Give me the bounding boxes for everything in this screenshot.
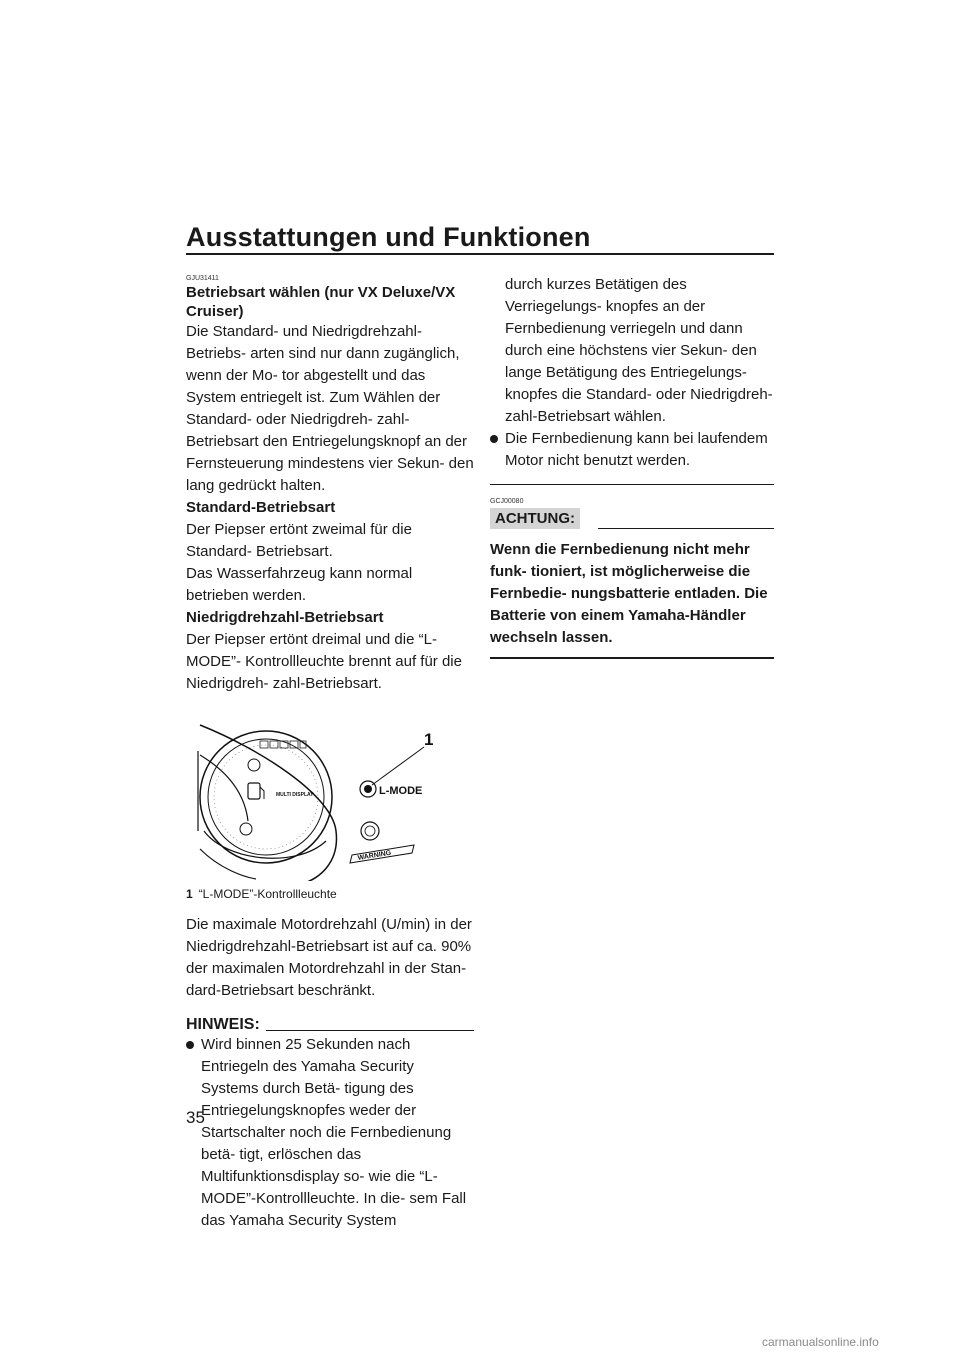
warning-light-icon (361, 822, 379, 840)
caution-text: Wenn die Fernbedienung nicht mehr funk- tioniert, ist möglicherweise die Fernbedie- nungsbatterie entladen. Die Batterie von einem Yamaha-Händler wechseln lassen. (490, 541, 768, 646)
left-column (186, 274, 474, 1232)
note-rule (266, 1030, 474, 1031)
section-code: GJU31411 (186, 275, 219, 282)
figure-caption (186, 887, 474, 902)
caution-rule (598, 528, 774, 529)
standard-mode-text-2: Das Wasserfahrzeug kann normal betrieben werden. (186, 565, 413, 604)
page-number: 35 (186, 1108, 205, 1127)
warning-label: WARNING (357, 849, 392, 862)
max-rpm-paragraph: Die maximale Motordrehzahl (U/min) in der Niedrigdrehzahl-Betriebsart ist auf ca. 90% der maximalen Motordrehzahl in der Stan- dard-Betriebsart beschränkt. (186, 916, 472, 999)
right-column (490, 274, 774, 659)
standard-mode-heading: Standard-Betriebsart (186, 499, 336, 516)
caption-text: “L-MODE”-Kontrollleuchte (198, 887, 337, 901)
title-rule (186, 253, 774, 255)
note-bullet-1-continuation: durch kurzes Betätigen des Verriegelungs- knopfes an der Fernbedienung verriegeln und dann durch eine höchstens vier Sekun- den lange Betätigung des Entriegelungs- knopfes die Standard- oder Niedrigdreh- zahl-Betriebsart wählen. (505, 276, 773, 425)
gauge-button-icon (240, 823, 252, 835)
note-end-rule (490, 484, 774, 485)
instrument-panel-illustration (186, 721, 474, 881)
page-title: Ausstattungen und Funktionen (186, 222, 591, 252)
section-heading: Betriebsart wählen (nur VX Deluxe/VX Cruiser) (186, 284, 456, 320)
note-bullet-2: Die Fernbedienung kann bei laufendem Motor nicht benutzt werden. (490, 428, 774, 472)
intro-paragraph: Die Standard- und Niedrigdrehzahl-Betriebs- arten sind nur dann zugänglich, wenn der Mo- tor abgestellt und das System entriegelt ist. Zum Wählen der Standard- oder Niedrigdreh- zahl-Betriebsart den Entriegelungsknopf an der Fernsteuerung mindestens vier Sekun- den lang gedrückt halten. (186, 323, 474, 494)
note-list (186, 1034, 474, 1232)
standard-mode-text-1: Der Piepser ertönt zweimal für die Standard- Betriebsart. (186, 521, 412, 560)
low-speed-mode-heading: Niedrigdrehzahl-Betriebsart (186, 609, 384, 626)
low-speed-mode-text: Der Piepser ertönt dreimal und die “L-MODE”- Kontrollleuchte brennt auf für die Niedrigdreh- zahl-Betriebsart. (186, 631, 462, 692)
caution-code: GCJ00080 (490, 498, 524, 505)
fuel-pump-icon (248, 783, 260, 799)
caption-number: 1 (186, 887, 193, 901)
instrument-panel-figure (186, 721, 474, 881)
caution-end-rule (490, 657, 774, 659)
note-list-continued (490, 428, 774, 472)
watermark: carmanualsonline.info (762, 1335, 879, 1349)
l-mode-label: L-MODE (379, 785, 423, 797)
note-bullet-1: Wird binnen 25 Sekunden nach Entriegeln des Yamaha Security Systems durch Betä- tigung des Entriegelungsknopfes weder der Startschalter noch die Fernbedienung betä- tigt, erlöschen das Multifunktionsdisplay so- wie die “L-MODE”-Kontrollleuchte. In die- sem Fall das Yamaha Security System (186, 1034, 474, 1232)
callout-number: 1 (424, 730, 434, 749)
caution-header (490, 508, 774, 529)
note-header (186, 1016, 474, 1034)
multi-display-label: MULTI DISPLAY (276, 792, 314, 798)
note-label: HINWEIS: (186, 1016, 260, 1033)
gauge-button-icon (248, 759, 260, 771)
caution-label: ACHTUNG: (490, 508, 580, 529)
